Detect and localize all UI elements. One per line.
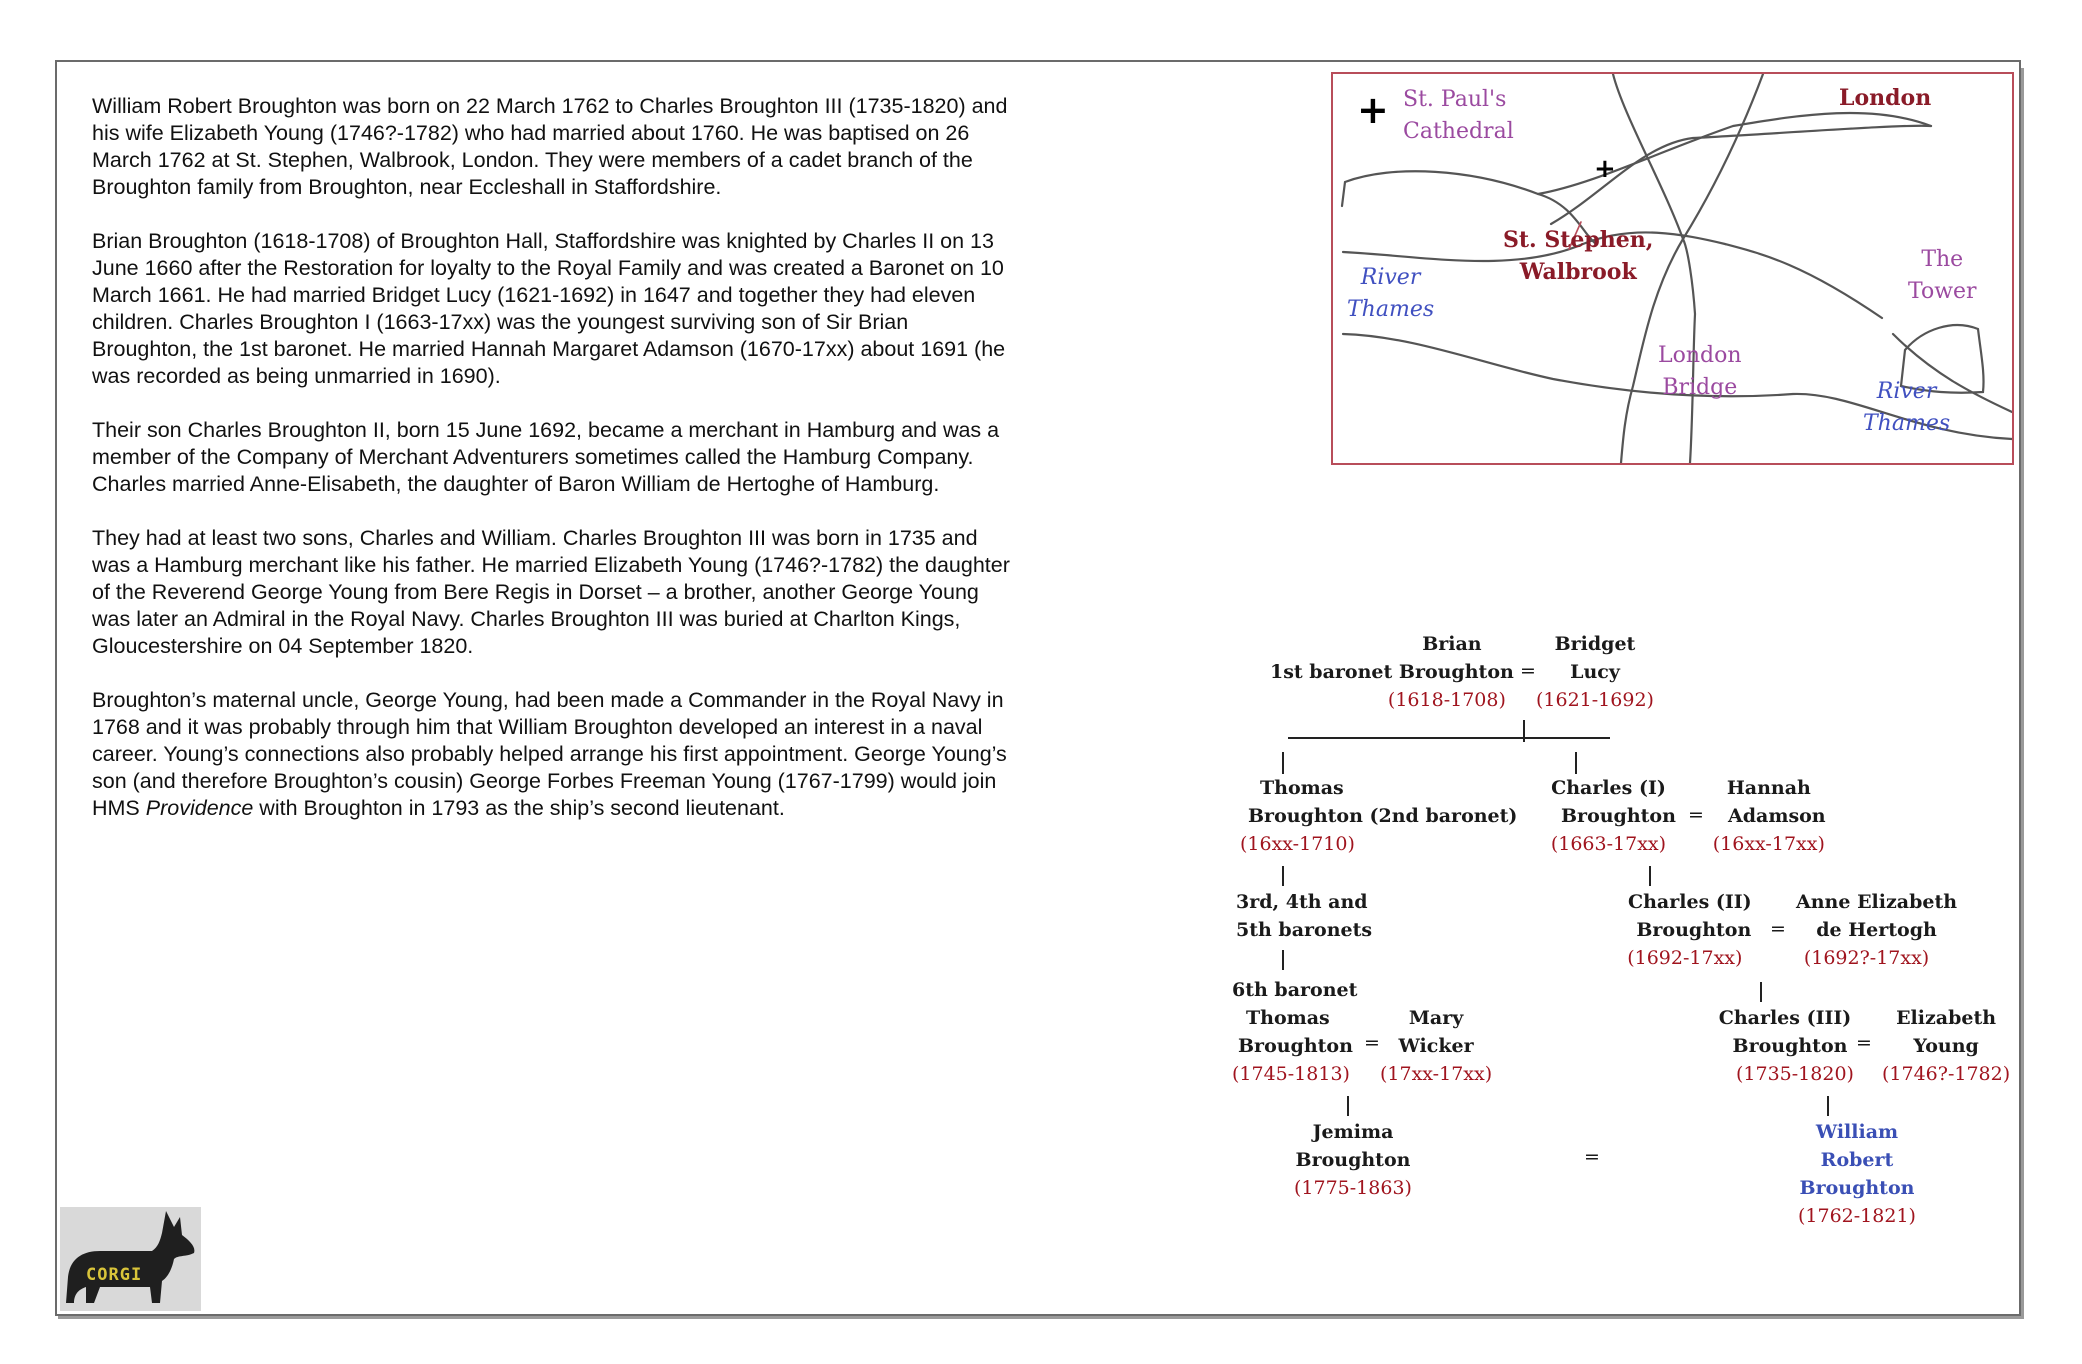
biography-text xyxy=(92,93,1012,849)
thomas2-dates: (16xx-1710) xyxy=(1240,833,1355,855)
bio-p5-text-b: with Broughton in 1793 as the ship’s second lieutenant. xyxy=(253,796,785,820)
corgi-silhouette-icon xyxy=(60,1207,201,1311)
corgi-logo xyxy=(60,1207,201,1311)
london-bridge-label xyxy=(1658,340,1742,404)
jemima-surname: Broughton xyxy=(1295,1149,1411,1171)
hannah-surname: Adamson xyxy=(1728,805,1826,827)
elizabeth-dates: (1746?-1782) xyxy=(1882,1063,2011,1085)
william-surname: Broughton xyxy=(1799,1177,1915,1199)
st-stephen-line2: Walbrook xyxy=(1519,259,1637,285)
logo-text: CORGI xyxy=(86,1265,143,1285)
bio-p5-text-a: Broughton’s maternal uncle, George Young, had been made a Commander in the Royal Navy in 1768 and it was probably through him that William Broughton developed an interest in a naval career. Young’s connections also probably helped arrange his first appointment. George Young’s son (and therefore Broughton’s cousin) George Forbes Freeman Young (1767-1799) would join HMS xyxy=(92,688,1007,820)
marriage-equals: = xyxy=(1520,660,1536,682)
st-stephen-label xyxy=(1503,224,1653,288)
brian-name: Brian xyxy=(1422,633,1482,655)
william-middle-name: Robert xyxy=(1820,1149,1894,1171)
river-right-line2: Thames xyxy=(1863,411,1951,436)
william-name: William xyxy=(1815,1121,1899,1143)
mary-dates: (17xx-17xx) xyxy=(1380,1063,1493,1085)
thomas2-title: Broughton (2nd baronet) xyxy=(1248,805,1518,827)
river-right-line1: River xyxy=(1876,379,1937,404)
hannah-dates: (16xx-17xx) xyxy=(1712,833,1825,855)
anne-name: Anne Elizabeth xyxy=(1796,891,1958,913)
river-left-line2: Thames xyxy=(1347,297,1435,322)
thomas6-title: 6th baronet xyxy=(1232,979,1358,1001)
anne-dates: (1692?-17xx) xyxy=(1803,947,1930,969)
london-bridge-line2: Bridge xyxy=(1662,375,1738,400)
the-tower-line2: Tower xyxy=(1908,279,1977,304)
mary-name: Mary xyxy=(1408,1007,1464,1029)
bio-paragraph-2: Brian Broughton (1618-1708) of Broughton Hall, Staffordshire was knighted by Charles II on 13 June 1660 after the Restoration for loyalty to the Royal Family and was created a Baronet on 10 March 1661. He had married Bridget Lucy (1621-1692) in 1647 and together they had eleven children. Charles Broughton I (1663-17xx) was the youngest surviving son of Sir Brian Broughton, the 1st baronet. He married Hannah Margaret Adamson (1670-17xx) about 1691 (he was recorded as being unmarried in 1690). xyxy=(92,229,1006,388)
hannah-name: Hannah xyxy=(1726,777,1811,799)
bio-paragraph-4: They had at least two sons, Charles and William. Charles Broughton III was born in 1735 and was a Hamburg merchant like his father. He married Elizabeth Young (1746?-1782) the daughter of the Reverend George Young from Bere Regis in Dorset – a brother, another George Young was later an Admiral in the Royal Navy. Charles Broughton III was buried at Charlton Kings, Gloucestershire on 04 September 1820. xyxy=(92,526,1010,658)
anne-surname: de Hertogh xyxy=(1816,919,1937,941)
frame-shadow xyxy=(58,1316,2024,1319)
charles2-name: Charles (II) xyxy=(1628,891,1752,913)
thomas6-name: Thomas xyxy=(1246,1007,1330,1029)
charles1-name: Charles (I) xyxy=(1551,777,1666,799)
st-pauls-line2: Cathedral xyxy=(1403,119,1514,144)
charles1-dates: (1663-17xx) xyxy=(1550,833,1667,855)
brian-title: 1st baronet Broughton xyxy=(1270,661,1514,683)
thomas6-dates: (1745-1813) xyxy=(1232,1063,1350,1085)
bio-paragraph-5 xyxy=(92,687,1012,822)
bio-paragraph-3: Their son Charles Broughton II, born 15 June 1692, became a merchant in Hamburg and was a member of the Company of Merchant Adventurers sometimes called the Hamburg Company. Charles married Anne-Elisabeth, the daughter of Baron William de Hertoghe of Hamburg. xyxy=(92,418,1000,496)
marriage-equals: = xyxy=(1856,1032,1872,1054)
charles2-dates: (1692-17xx) xyxy=(1627,947,1743,969)
st-pauls-line1: St. Paul's xyxy=(1403,87,1507,112)
marriage-equals: = xyxy=(1584,1146,1600,1168)
charles2-surname: Broughton xyxy=(1636,919,1752,941)
thomas2-name: Thomas xyxy=(1260,777,1344,799)
river-thames-label-right xyxy=(1863,376,1950,440)
river-left-line1: River xyxy=(1360,265,1421,290)
brian-dates: (1618-1708) xyxy=(1387,689,1506,711)
charles3-name: Charles (III) xyxy=(1718,1007,1852,1029)
st-pauls-label xyxy=(1403,84,1514,148)
ship-name: Providence xyxy=(145,796,254,820)
the-tower-line1: The xyxy=(1921,247,1964,272)
bridget-dates: (1621-1692) xyxy=(1536,689,1654,711)
elizabeth-surname: Young xyxy=(1913,1035,1979,1057)
river-thames-label-left xyxy=(1347,262,1434,326)
london-label: London xyxy=(1839,85,1932,111)
jemima-dates: (1775-1863) xyxy=(1294,1177,1412,1199)
william-dates: (1762-1821) xyxy=(1798,1205,1916,1227)
london-map xyxy=(1331,72,2014,465)
bio-paragraph-1: William Robert Broughton was born on 22 March 1762 to Charles Broughton III (1735-1820) and his wife Elizabeth Young (1746?-1782) who had married about 1760. He was baptised on 26 March 1762 at St. Stephen, Walbrook, London. They were members of a cadet branch of the Broughton family from Broughton, near Eccleshall in Staffordshire. xyxy=(92,94,1008,199)
jemima-name: Jemima xyxy=(1312,1121,1394,1143)
cathedral-cross-icon: + xyxy=(1357,88,1389,132)
bridget-name: Bridget xyxy=(1554,633,1636,655)
charles3-surname: Broughton xyxy=(1732,1035,1848,1057)
charles1-surname: Broughton xyxy=(1561,805,1676,827)
mary-surname: Wicker xyxy=(1398,1035,1474,1057)
charles3-dates: (1735-1820) xyxy=(1736,1063,1854,1085)
church-cross-icon: + xyxy=(1594,154,1616,184)
baronets-line2: 5th baronets xyxy=(1236,919,1373,941)
marriage-equals: = xyxy=(1688,804,1704,826)
london-bridge-line1: London xyxy=(1658,343,1742,368)
marriage-equals: = xyxy=(1364,1032,1380,1054)
the-tower-label xyxy=(1908,244,1977,308)
baronets-line1: 3rd, 4th and xyxy=(1236,891,1368,913)
elizabeth-name: Elizabeth xyxy=(1896,1007,1997,1029)
bridget-surname: Lucy xyxy=(1570,661,1620,683)
marriage-equals: = xyxy=(1770,918,1786,940)
thomas6-surname: Broughton xyxy=(1238,1035,1353,1057)
st-stephen-line1: St. Stephen, xyxy=(1503,227,1654,253)
